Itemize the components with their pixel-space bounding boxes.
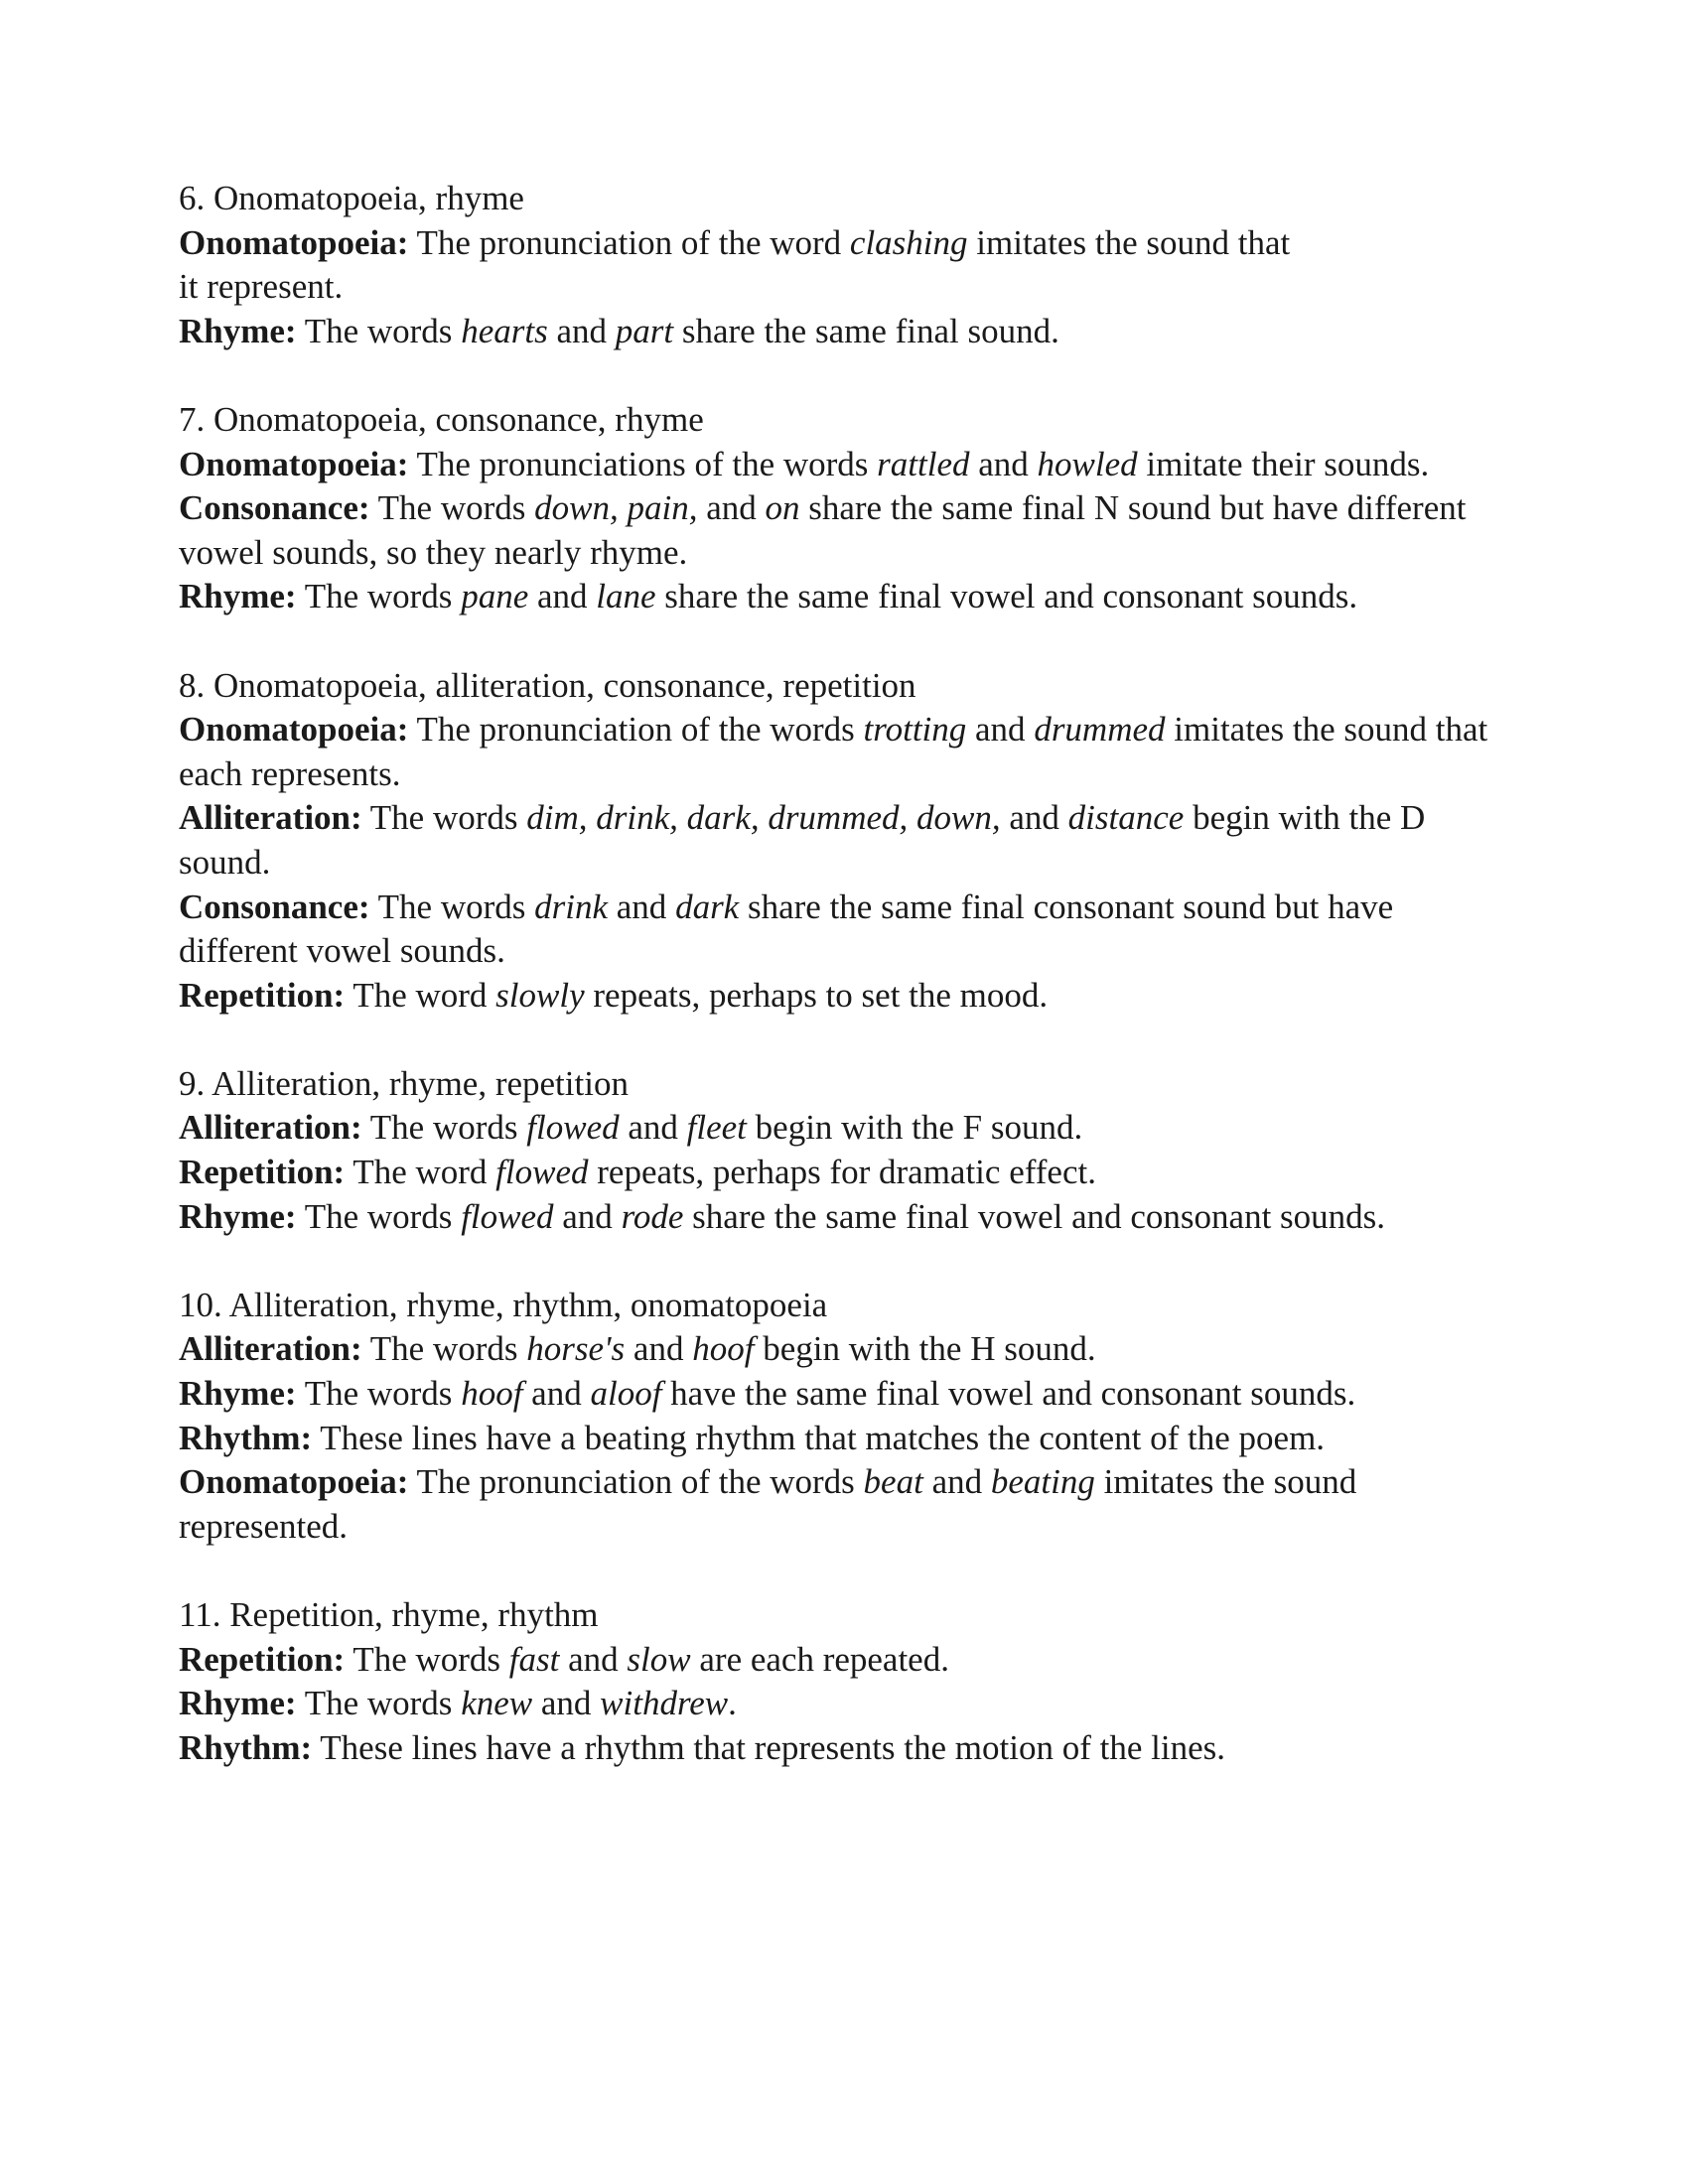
example-word: part <box>615 311 674 350</box>
example-word: beating <box>990 1462 1095 1502</box>
explanation-text: share the same final vowel and consonant sounds. <box>655 577 1358 616</box>
device-term: Onomatopoeia: <box>179 222 409 262</box>
explanation-rhyme <box>179 310 1509 354</box>
example-word: drummed <box>1034 710 1166 750</box>
device-term: Rhyme: <box>179 1684 297 1723</box>
explanation-text: imitates the sound that each represents. <box>179 710 1488 793</box>
example-word: hoof <box>461 1374 523 1414</box>
explanation-text: and <box>625 1329 693 1369</box>
section-heading: 10. Alliteration, rhyme, rhythm, onomatopoeia <box>179 1285 828 1324</box>
explanation-consonance <box>179 886 1509 974</box>
example-word: horse's <box>526 1329 626 1369</box>
explanation-text: and <box>966 710 1035 750</box>
explanation-text: These lines have a beating rhythm that matches the content of the poem. <box>312 1418 1326 1457</box>
explanation-text: The words <box>361 1108 527 1148</box>
explanation-text: share the same final sound. <box>673 311 1059 350</box>
device-term: Rhyme: <box>179 311 297 350</box>
answer-section-10 <box>179 1284 1509 1550</box>
explanation-text: imitates the sound that <box>967 222 1291 262</box>
example-word: aloof <box>590 1374 662 1414</box>
example-word: flowed <box>495 1153 589 1192</box>
answer-key-page <box>179 177 1509 1815</box>
explanation-text: repeats, perhaps to set the mood. <box>584 975 1049 1015</box>
explanation-rhythm <box>179 1417 1509 1461</box>
example-word: flowed <box>526 1108 620 1148</box>
explanation-repetition <box>179 1638 1509 1683</box>
explanation-text: and <box>553 1196 622 1236</box>
example-word: withdrew <box>600 1684 729 1723</box>
explanation-text: imitate their sounds. <box>1137 444 1430 483</box>
section-heading: 9. Alliteration, rhyme, repetition <box>179 1063 629 1103</box>
explanation-text: imitates the sound represented. <box>179 1462 1357 1546</box>
explanation-text: share the same final consonant sound but have different vowel sounds. <box>179 887 1394 971</box>
section-heading: 7. Onomatopoeia, consonance, rhyme <box>179 399 704 439</box>
explanation-text: and <box>559 1639 628 1679</box>
explanation-text: begin with the H sound. <box>754 1329 1096 1369</box>
device-term: Onomatopoeia: <box>179 1462 409 1502</box>
example-word: knew <box>461 1684 533 1723</box>
example-word: dim, drink, dark, drummed, down, <box>526 798 1001 838</box>
example-word: flowed <box>461 1196 554 1236</box>
explanation-text: begin with the F sound. <box>746 1108 1083 1148</box>
explanation-text: The word <box>345 1153 496 1192</box>
explanation-rhyme <box>179 1195 1509 1240</box>
explanation-text: and <box>547 311 616 350</box>
explanation-text: The pronunciation of the words <box>408 1462 864 1502</box>
example-word: slowly <box>495 975 585 1015</box>
explanation-repetition <box>179 974 1509 1019</box>
device-term: Rhyme: <box>179 577 297 616</box>
device-term: Repetition: <box>179 1153 346 1192</box>
explanation-text: The words <box>345 1639 509 1679</box>
device-term: Rhythm: <box>179 1727 313 1767</box>
explanation-onomatopoeia <box>179 443 1509 487</box>
explanation-text: The words <box>296 577 462 616</box>
example-word: dark <box>675 887 740 926</box>
explanation-alliteration <box>179 1327 1509 1372</box>
example-word: down, pain, <box>534 488 698 528</box>
explanation-text: The words <box>361 798 527 838</box>
explanation-text: it represent. <box>179 267 344 307</box>
example-word: on <box>765 488 800 528</box>
answer-section-7 <box>179 398 1509 619</box>
explanation-alliteration <box>179 1106 1509 1151</box>
explanation-consonance <box>179 486 1509 575</box>
explanation-text: and <box>922 1462 991 1502</box>
explanation-text: and <box>528 577 597 616</box>
device-term: Onomatopoeia: <box>179 444 409 483</box>
example-word: howled <box>1037 444 1138 483</box>
explanation-rhyme <box>179 1372 1509 1417</box>
explanation-text: repeats, perhaps for dramatic effect. <box>588 1153 1096 1192</box>
explanation-rhyme <box>179 575 1509 619</box>
section-heading: 6. Onomatopoeia, rhyme <box>179 179 524 217</box>
explanation-rhyme <box>179 1682 1509 1726</box>
explanation-text: The words <box>296 311 462 350</box>
example-word: rattled <box>877 444 970 483</box>
answer-section-6 <box>179 177 1509 353</box>
explanation-text: share the same final N sound but have different vowel sounds, so they nearly rhyme. <box>179 488 1467 572</box>
explanation-text: The words <box>296 1684 462 1723</box>
explanation-repetition <box>179 1151 1509 1195</box>
example-word: distance <box>1067 798 1185 838</box>
explanation-text: and <box>532 1684 601 1723</box>
explanation-onomatopoeia <box>179 708 1509 796</box>
example-word: beat <box>863 1462 923 1502</box>
explanation-text: and <box>1000 798 1068 838</box>
example-word: fast <box>508 1639 560 1679</box>
device-term: Consonance: <box>179 887 370 926</box>
example-word: trotting <box>863 710 967 750</box>
explanation-rhythm <box>179 1726 1509 1771</box>
device-term: Rhyme: <box>179 1196 297 1236</box>
example-word: lane <box>596 577 656 616</box>
device-term: Alliteration: <box>179 1329 362 1369</box>
answer-section-11 <box>179 1593 1509 1770</box>
explanation-onomatopoeia <box>179 221 1509 310</box>
explanation-text: The pronunciation of the words <box>408 710 864 750</box>
explanation-text: and <box>697 488 766 528</box>
explanation-text: The word <box>345 975 496 1015</box>
explanation-alliteration <box>179 796 1509 885</box>
explanation-text: and <box>522 1374 591 1414</box>
device-term: Repetition: <box>179 975 346 1015</box>
explanation-text: The words <box>296 1374 462 1414</box>
example-word: rode <box>621 1196 684 1236</box>
explanation-text: share the same final vowel and consonant sounds. <box>683 1196 1386 1236</box>
explanation-text: and <box>969 444 1038 483</box>
device-term: Repetition: <box>179 1639 346 1679</box>
explanation-text: and <box>619 1108 687 1148</box>
explanation-text: The words <box>296 1196 462 1236</box>
example-word: drink <box>534 887 609 926</box>
device-term: Rhythm: <box>179 1418 313 1457</box>
example-word: slow <box>627 1639 691 1679</box>
answer-section-8 <box>179 664 1509 1019</box>
section-heading: 8. Onomatopoeia, alliteration, consonance, repetition <box>179 665 916 705</box>
example-word: hearts <box>461 311 548 350</box>
section-heading: 11. Repetition, rhyme, rhythm <box>179 1595 599 1634</box>
example-word: clashing <box>849 222 968 262</box>
device-term: Consonance: <box>179 488 370 528</box>
device-term: Onomatopoeia: <box>179 710 409 750</box>
device-term: Alliteration: <box>179 1108 362 1148</box>
explanation-text: The pronunciations of the words <box>408 444 878 483</box>
explanation-text: and <box>608 887 676 926</box>
explanation-text: The pronunciation of the word <box>408 222 850 262</box>
explanation-text: . <box>728 1684 737 1723</box>
example-word: fleet <box>686 1108 747 1148</box>
explanation-text: have the same final vowel and consonant sounds. <box>661 1374 1356 1414</box>
explanation-text: These lines have a rhythm that represents the motion of the lines. <box>312 1727 1225 1767</box>
explanation-text: begin with the D sound. <box>179 798 1426 882</box>
device-term: Alliteration: <box>179 798 362 838</box>
device-term: Rhyme: <box>179 1374 297 1414</box>
answer-section-9 <box>179 1062 1509 1239</box>
explanation-onomatopoeia <box>179 1460 1509 1549</box>
example-word: hoof <box>692 1329 755 1369</box>
explanation-text: The words <box>369 887 535 926</box>
explanation-text: The words <box>361 1329 527 1369</box>
example-word: pane <box>461 577 529 616</box>
explanation-text: The words <box>369 488 535 528</box>
explanation-text: are each repeated. <box>690 1639 949 1679</box>
